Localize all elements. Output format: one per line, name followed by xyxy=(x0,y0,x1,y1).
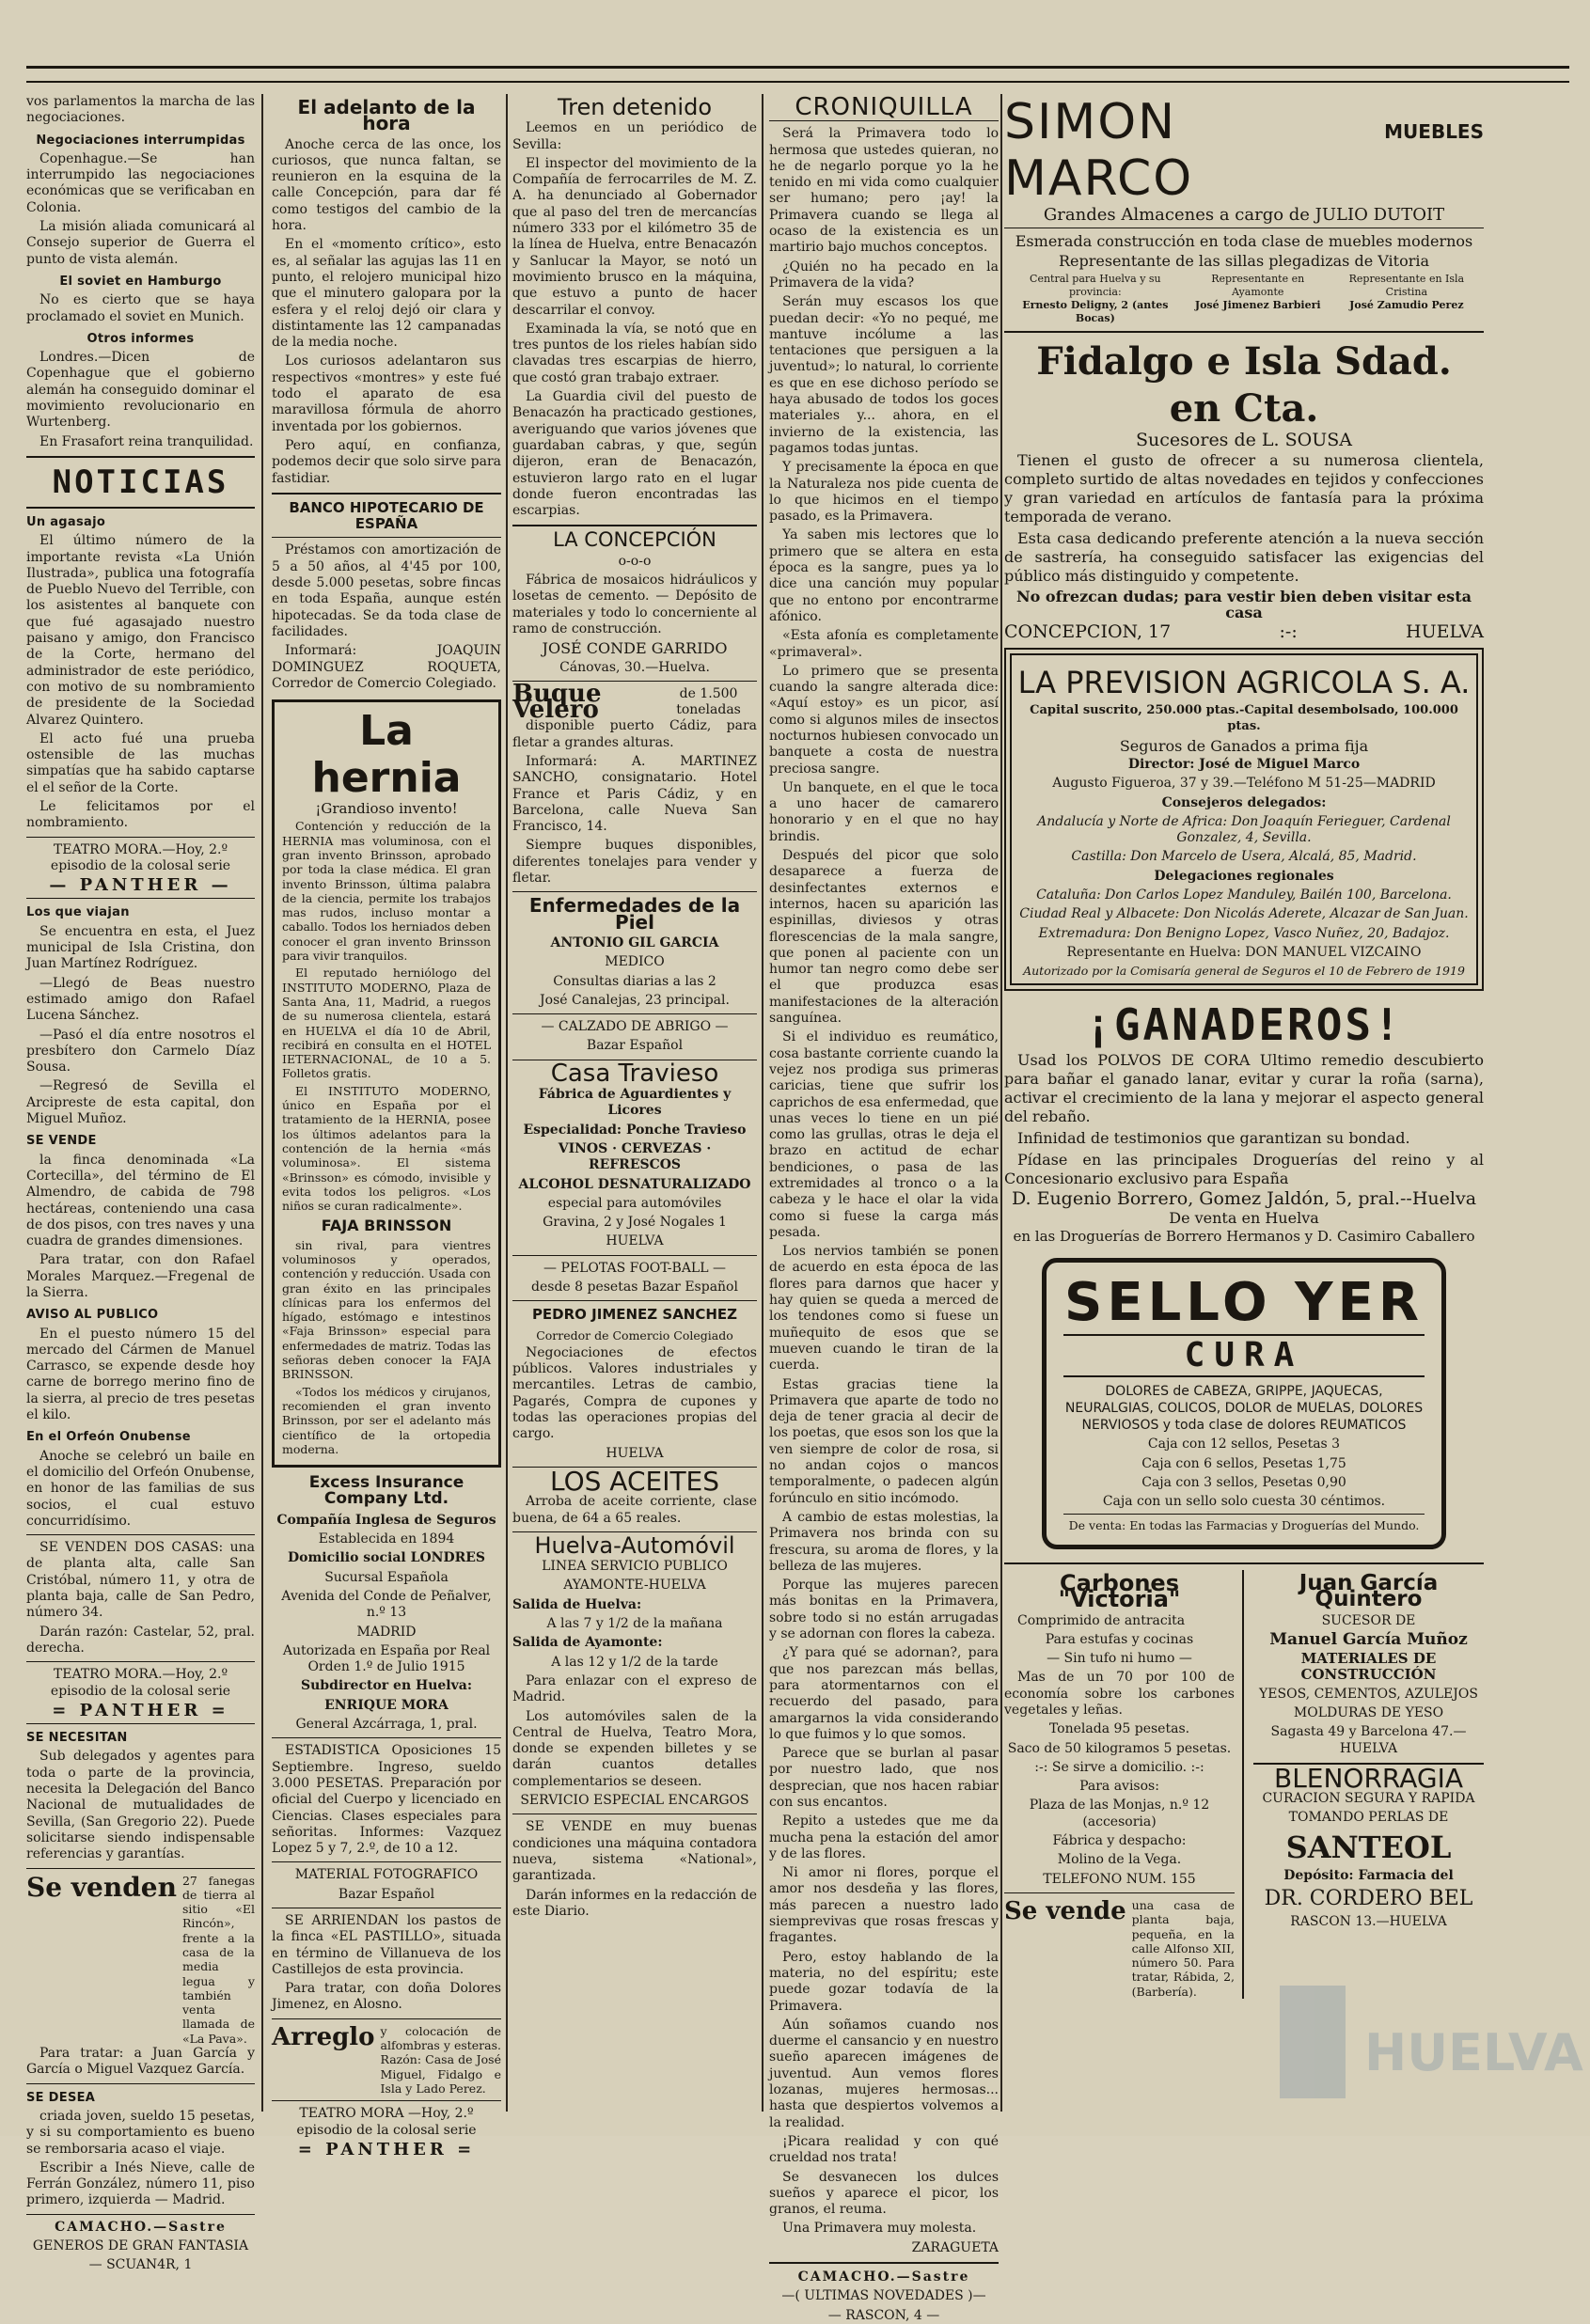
column-3 xyxy=(512,94,757,2112)
subheading: En el Orfeón Onubense xyxy=(26,1430,191,1445)
camacho-ad: CAMACHO.—Sastre xyxy=(797,2269,970,2285)
text: Autorizado por la Comisaría general de Seguros el 10 de Febrero de 1919 xyxy=(1023,964,1465,979)
text: Cánovas, 30.—Huelva. xyxy=(559,659,710,675)
arreglo-heading: Arreglo xyxy=(272,2022,375,2051)
text: No ofrezcan dudas; para vestir bien deben visitar esta casa xyxy=(1016,588,1472,622)
text: HUELVA xyxy=(606,1233,664,1249)
text: Escribir a Inés Nieve, calle de Ferrán González, número 11, piso primero, izquierda — Madrid. xyxy=(26,2159,255,2208)
text: Subdirector en Huelva: xyxy=(300,1678,472,1694)
ganaderos-heading: ¡GANADEROS! xyxy=(1085,998,1403,1050)
text: Sucesores de L. SOUSA xyxy=(1136,429,1352,450)
archive-watermark xyxy=(1270,1967,1583,2117)
text: Examinada la vía, se notó que en tres puntos de los rieles habían sido clavadas tres escarpias de hierro, que costó gran trabajo extraer. xyxy=(512,321,757,385)
text: Manuel García Muñoz xyxy=(1269,1629,1468,1649)
text: Se encuentra en esta, el Juez municipal de Isla Cristina, don Juan Martínez Rodríguez. xyxy=(26,923,255,972)
text: Sub delegados y agentes para toda o parte de la provincia, necesita la Delegación del Banco Nacional de mutualidades de Sevilla, (San Gregorio 22). Puede solicitarse siendo indispensable referencias y garantías. xyxy=(26,1749,255,1862)
text: Préstamos con amortización de 5 a 50 años, al 4'45 por 100, desde 5.000 pesetas, sobre fincas en toda España, aunque estén hipotecadas. Se da toda clase de facilidades. xyxy=(272,542,501,639)
text: Porque las mujeres parecen más bonitas en la Primavera, sobre todo si no están arrugadas y se adornan con flores la cabeza. xyxy=(769,1578,999,1642)
text: :-: xyxy=(1279,620,1298,642)
heading: FAJA BRINSSON xyxy=(321,1217,452,1235)
text: desde 8 pesetas Bazar Español xyxy=(531,1280,738,1295)
text: Salida de Ayamonte: xyxy=(512,1635,663,1651)
column-divider xyxy=(762,94,764,2112)
text: — RASCON, 4 — xyxy=(827,2307,940,2323)
buque-heading: Buque Velero xyxy=(512,679,602,725)
text: En el puesto número 15 del mercado del Cármen de Manuel Carrasco, se expende desde hoy carne de borrego merino fino de la sierra, al precio de tres pesetas el kilo. xyxy=(26,1326,255,1423)
text: CONCEPCION, 17 xyxy=(1004,620,1172,642)
text: El último número de la importante revista «La Unión Ilustrada», publica una fotografía de Pueblo Nuevo del Terrible, con los asistentes al banquete con que fué agasajado nuestro paisano y amigo, don Francisco de la Corte, hermano del administrador de este periódico, con motivo de su nombramiento de presidente de la Sociedad Alvarez Quintero. xyxy=(26,533,255,728)
text: Una Primavera muy molesta. xyxy=(782,2221,977,2237)
text: Después del picor que solo desaparece a fuerza de desinfectantes externos e internos, hacen su aparición las espinillas, diviesos y otras florescencias de la mala sangre, que ponen al paciente con un humor tan negro como debe ser el que produzca esas manifestaciones de la alteración sanguínea. xyxy=(769,848,999,1027)
text: A las 7 y 1/2 de la mañana xyxy=(546,1616,723,1632)
text: En el «momento crítico», esto es, al señalar las agujas las 11 en punto, el relojero municipal hizo que el minutero galopara por la esfera y el reloj dejó oir clara y distintamente las 12 campanadas de la media noche. xyxy=(272,237,501,351)
text: — CALZADO DE ABRIGO — xyxy=(541,1019,729,1035)
subheading: Negociaciones interrumpidas xyxy=(36,133,245,148)
heading: Enfermedades de la Piel xyxy=(528,894,741,934)
panther-title: — PANTHER — xyxy=(49,875,232,896)
text: Representante en Ayamonte xyxy=(1211,272,1305,298)
text: ALCOHOL DESNATURALIZADO xyxy=(518,1176,751,1192)
text: Molino de la Vega. xyxy=(1057,1852,1182,1868)
panther-title: = PANTHER = xyxy=(52,1700,229,1720)
text: De venta en Huelva xyxy=(1169,1208,1319,1227)
text: José Jimenez Barbieri xyxy=(1194,298,1321,311)
text: Mas de un 70 por 100 de economía sobre los carbones vegetales y leñas. xyxy=(1004,1670,1235,1718)
heading: CRONIQUILLA xyxy=(795,93,973,121)
text: criada joven, sueldo 15 pesetas, y si su comportamiento es bueno se remborsaria acaso el viaje. xyxy=(26,2108,255,2157)
text: José Zamudio Perez xyxy=(1349,298,1464,311)
text: Representante en Isla Cristina xyxy=(1348,272,1465,298)
text: YESOS, CEMENTOS, AZULEJOS xyxy=(1259,1686,1478,1702)
text: MEDICO xyxy=(605,954,665,970)
text: Esta casa dedicando preferente atención a la nueva sección de sastrería, ha conseguido satisfacer las exigencias del público más distinguido y competente. xyxy=(1004,529,1484,586)
text: El acto fué una prueba ostensible de las muchas simpatías que ha sabido captarse el el señor de la Corte. xyxy=(26,730,255,795)
text: Augusto Figueroa, 37 y 39.—Teléfono M 51-25—MADRID xyxy=(1052,776,1436,792)
text: — SCUAN4R, 1 xyxy=(88,2257,193,2273)
text: D. Eugenio Borrero, Gomez Jaldón, 5, pral.--Huelva xyxy=(1011,1187,1477,1209)
text: una casa de planta baja, pequeña, en la calle Alfonso XII, número 50. Para tratar, Rábida, 2, (Barbería). xyxy=(1131,1897,1235,1999)
text: MADRID xyxy=(356,1624,417,1640)
text: Le felicitamos por el nombramiento. xyxy=(26,798,255,831)
text: :-: Se sirve a domicilio. :-: xyxy=(1034,1759,1204,1775)
text: LINEA SERVICIO PUBLICO xyxy=(542,1559,728,1575)
text: RASCON 13.—HUELVA xyxy=(1290,1914,1447,1930)
text: MOLDURAS DE YESO xyxy=(1293,1704,1444,1720)
venden-heading: Se venden xyxy=(26,1871,177,1903)
text: Grandes Almacenes a cargo de JULIO DUTOIT xyxy=(1043,205,1445,225)
text: —Regresó de Sevilla el Arcipreste de esta capital, don Miguel Muñoz. xyxy=(26,1078,255,1127)
text: Salida de Huelva: xyxy=(512,1596,642,1612)
column-1 xyxy=(26,94,255,2273)
heading: BLENORRAGIA xyxy=(1273,1762,1464,1794)
subheading: Un agasajo xyxy=(26,514,106,529)
camacho-ad: CAMACHO.—Sastre xyxy=(55,2219,227,2235)
text: ¡Grandioso invento! xyxy=(315,800,458,818)
fidalgo-title: Fidalgo e Isla Sdad. en Cta. xyxy=(1036,338,1452,431)
text: Los nervios también se ponen de acuerdo en esta época de las flores para darnos que hacer y hay quien se queda a merced de los tendones como si fuese un muñequito de esos que se mueven cuando le tiran de la cuerda. xyxy=(769,1244,999,1374)
text: DOLORES de CABEZA, GRIPPE, JAQUECAS, NEURALGIAS, COLICOS, DOLOR de MUELAS, DOLORES NERVIOSOS y toda clase de dolores REUMATICOS xyxy=(1064,1384,1424,1434)
top-rule-2 xyxy=(26,81,1569,83)
text: la finca denominada «La Cortecilla», del término de El Almendro, de cabida de 798 hectáreas, conteniendo una casa de dos pisos, con tres naves y una cuadra de grandes dimensiones. xyxy=(26,1152,255,1249)
text: Autorizada en España por Real Orden 1.º de Julio 1915 xyxy=(282,1642,491,1675)
text: Ciudad Real y Albacete: Don Nicolás Aderete, Alcazar de San Juan. xyxy=(1019,906,1469,922)
text: — Sin tufo ni humo — xyxy=(1047,1651,1192,1667)
text: —Llegó de Beas nuestro estimado amigo don Rafael Lucena Sánchez. xyxy=(26,975,255,1024)
text: Castilla: Don Marcelo de Usera, Alcalá, 85, Madrid. xyxy=(1071,849,1417,865)
column-divider xyxy=(1000,94,1002,2112)
heading: Tren detenido xyxy=(557,94,713,120)
text: Informará: JOAQUIN DOMINGUEZ ROQUETA, Corredor de Comercio Colegiado. xyxy=(272,643,501,691)
text: Copenhague.—Se han interrumpido las negociaciones económicas que se verificaban en Colonia. xyxy=(26,150,255,215)
text: Especialidad: Ponche Travieso xyxy=(523,1122,747,1138)
text: Serán muy escasos los que puedan decir: «Yo no pequé, me mantuve incólume a las tentaciones que persiguen a la juventud»; lo natural, lo corriente es que en ese dichoso período se haya abusado de todos los goces materiales y... ahora, en el invierno de la existencia, las pagamos todas juntas. xyxy=(769,294,999,456)
heading: La hernia xyxy=(311,707,462,803)
text: sin rival, para vientres voluminosos y operados, contención y reducción. Usada con gran éxito en las principales clínicas para los enfermos del hígado, estómago e intestinos «Faja Brinsson» especial para enfermedades de matriz. Todas las señoras deben conocer la FAJA BRINSSON. xyxy=(282,1237,491,1382)
text: Usad los POLVOS DE CORA Ultimo remedio descubierto para bañar el ganado lanar, evitar y curar la roña (sarna), activar el crecimiento de la lana y mejorar el aspecto general del rebaño. xyxy=(1004,1050,1484,1125)
text: Representante en Huelva: DON MANUEL VIZCAINO xyxy=(1066,944,1422,960)
text: Infinidad de testimonios que garantizan su bondad. xyxy=(1017,1128,1410,1147)
column-divider xyxy=(261,94,263,2112)
text: Londres.—Dicen de Copenhague que el gobierno alemán ha conseguido dominar el movimiento revolucionario en Wurtenberg. xyxy=(26,350,255,431)
heading: Casa Travieso xyxy=(550,1059,719,1088)
text: Fábrica de mosaicos hidráulicos y losetas de cemento. — Depósito de materiales y todo lo concerniente al ramo de construcción. xyxy=(512,573,757,636)
text: Consejeros delegados: xyxy=(1161,794,1327,810)
text: Tienen el gusto de ofrecer a su numerosa clientela, completo surtido de altas novedades en tejidos y confecciones y gran variedad en artículos de fantasía para la próxima temporada de verano. xyxy=(1004,451,1484,526)
text: HUELVA xyxy=(1406,620,1484,642)
text: Seguros de Ganados a prima fija xyxy=(1119,736,1369,755)
text: SUCESOR DE xyxy=(1321,1612,1416,1628)
text: 27 fanegas de tierra al sitio «El Rincón», frente a la casa de la media legua y también venta llamada de «La Pava». xyxy=(181,1873,255,2046)
subheading: SE NECESITAN xyxy=(26,1731,128,1746)
noticias-heading: NOTICIAS xyxy=(52,463,229,501)
text: ENRIQUE MORA xyxy=(324,1697,449,1713)
text: Plaza de las Monjas, n.º 12 (accesoria) xyxy=(1029,1798,1210,1829)
text: Bazar Español xyxy=(338,1886,435,1902)
column-4 xyxy=(769,93,999,2323)
text: Fábrica de Aguardientes y Licores xyxy=(538,1087,732,1119)
text: Los automóviles salen de la Central de Huelva, Teatro Mora, donde se expenden billetes y se darán cuantos detalles complementarios se deseen. xyxy=(512,1708,757,1789)
text: AYAMONTE-HUELVA xyxy=(563,1578,706,1594)
text: TOMANDO PERLAS DE xyxy=(1288,1810,1449,1826)
text: A las 12 y 1/2 de la tarde xyxy=(551,1654,718,1670)
subheading: El soviet en Hamburgo xyxy=(59,274,222,289)
text: Para avisos: xyxy=(1079,1779,1159,1795)
heading: Juan García Quintero xyxy=(1299,1570,1439,1612)
text: HUELVA xyxy=(606,1445,664,1461)
text: Caja con 3 sellos, Pesetas 0,90 xyxy=(1141,1475,1346,1491)
text: Pídase en las principales Droguerías del reino y al Concesionario exclusivo para España xyxy=(1004,1150,1484,1187)
heading: LOS ACEITES xyxy=(549,1465,720,1497)
text: Bazar Español xyxy=(586,1038,684,1054)
text: SANTEOL xyxy=(1285,1829,1452,1865)
text: GENEROS DE GRAN FANTASIA xyxy=(32,2238,249,2254)
text: «Esta afonía es completamente «primaveral». xyxy=(769,628,999,660)
simon-marco-title: SIMON MARCO xyxy=(1004,94,1194,207)
text: DR. CORDERO BEL xyxy=(1264,1887,1473,1911)
heading: LA PREVISION AGRICOLA S. A. xyxy=(1017,665,1471,701)
text: JOSÉ CONDE GARRIDO xyxy=(542,639,728,658)
text: Caja con 6 sellos, Pesetas 1,75 xyxy=(1141,1455,1346,1471)
heading: PEDRO JIMENEZ SANCHEZ xyxy=(531,1306,738,1324)
text: —( ULTIMAS NOVEDADES )— xyxy=(781,2288,986,2304)
text: Establecida en 1894 xyxy=(318,1531,455,1547)
text: La misión aliada comunicará al Consejo superior de Guerra el punto de vista alemán. xyxy=(26,219,255,267)
text: ¿Quién no ha pecado en la Primavera de la vida? xyxy=(769,259,999,290)
text: en las Droguerías de Borrero Hermanos y D. Casimiro Caballero xyxy=(1013,1228,1475,1246)
subheading: AVISO AL PUBLICO xyxy=(26,1308,159,1323)
text: No es cierto que se haya proclamado el soviet en Munich. xyxy=(26,292,255,324)
hernia-ad xyxy=(272,699,501,1468)
subheading: SE DESEA xyxy=(26,2090,96,2105)
heading: BANCO HIPOTECARIO DE ESPAÑA xyxy=(289,498,484,533)
text: Leemos en un periódico de Sevilla: xyxy=(512,120,757,152)
text: MUEBLES xyxy=(1384,120,1484,143)
text: Andalucía y Norte de Africa: Don Joaquín Ferieguer, Cardenal Gonzalez, 4, Sevilla. xyxy=(1037,813,1451,846)
text: Consultas diarias a las 2 xyxy=(553,973,716,989)
text: Saco de 50 kilogramos 5 pesetas. xyxy=(1007,1740,1232,1756)
text: Los curiosos adelantaron sus respectivos «montres» y este fué todo el aparato de esa maravillosa fórmula de ahorro inventada por los gobiernos. xyxy=(272,353,501,434)
text: Para enlazar con el expreso de Madrid. xyxy=(512,1672,757,1705)
text: Estas gracias tiene la Primavera que aparte de todo no deja de tener gracia al decir de los poetas, que esos son los que la ven siempre de color de rosa, si no andan cojos o mancos temporalmente, o padecen algún forúnculo en sitio incómodo. xyxy=(769,1376,999,1506)
text: Domicilio social LONDRES xyxy=(287,1550,486,1566)
sello-yer-ad xyxy=(1042,1258,1446,1548)
text: Para estufas y cocinas xyxy=(1045,1631,1194,1647)
column-5 xyxy=(1004,94,1484,2112)
text: VINOS · CERVEZAS · REFRESCOS xyxy=(558,1140,712,1173)
text: Pero, estoy hablando de la materia, no del espíritu; este puede gozar todavía de la Primavera. xyxy=(769,1949,999,2014)
watermark-text: HUELVA xyxy=(1364,2023,1583,2082)
text: General Azcárraga, 1, pral. xyxy=(295,1717,478,1733)
text: El inspector del movimiento de la Compañía de ferrocarriles de M. Z. A. ha denunciado al Gobernador que al paso del tren de mercancías número 333 por el kilómetro 35 de la línea de Huelva, entre Benacazón y Sanlucar la Mayor, se notó un movimiento brusco en la máquina, que estuvo a punto de hacer descarrilar el convoy. xyxy=(512,155,757,318)
text: Arroba de aceite corriente, clase buena, de 64 a 65 reales. xyxy=(512,1494,757,1526)
text: — PELOTAS FOOT-BALL — xyxy=(543,1260,726,1276)
text: Director: José de Miguel Marco xyxy=(1127,756,1361,772)
teatro-ad: TEATRO MORA.—Hoy, 2.º episodio de la colosal serie xyxy=(50,841,231,873)
signature: ZARAGUETA xyxy=(911,2239,999,2255)
top-rule xyxy=(26,66,1569,69)
text: disponible puerto Cádiz, para fletar a grandes alturas. xyxy=(512,718,757,750)
text: Fábrica y despacho: xyxy=(1052,1833,1187,1849)
column-divider xyxy=(506,94,508,2112)
text: Cataluña: Don Carlos Lopez Manduley, Bailén 100, Barcelona. xyxy=(1036,887,1452,903)
text: Para tratar: a Juan García y García o Miguel Vazquez García. xyxy=(26,2046,255,2078)
text: A cambio de estas molestias, la Primavera nos brinda con su frescura, su aroma de flores, y la belleza de las mujeres. xyxy=(769,1509,999,1574)
teatro-ad: TEATRO MORA.—Hoy, 2.º episodio de la colosal serie xyxy=(50,1667,231,1699)
text: José Canalejas, 23 principal. xyxy=(540,992,730,1008)
text: Darán informes en la redacción de este Diario. xyxy=(512,1887,757,1919)
text: Sucursal Española xyxy=(324,1569,449,1585)
text: ANTONIO GIL GARCIA xyxy=(550,934,719,950)
text: Repito a ustedes que me da mucha pena la estación del amor y de las flores. xyxy=(769,1814,999,1861)
text: ESTADISTICA Oposiciones 15 Septiembre. Ingreso, sueldo 3.000 PESETAS. Preparación por oficial del Cuerpo y licenciado en Ciencias. Clases especiales para señoritas. Informes: Vazquez Lopez 5 y 7, 2.º, de 10 a 12. xyxy=(272,1743,501,1857)
text: ¡Picara realidad y con qué crueldad nos trata! xyxy=(769,2133,999,2166)
teatro-ad: TEATRO MORA —Hoy, 2.º episodio de la colosal serie xyxy=(296,2106,477,2138)
text: Un banquete, en el que le toca a uno hacer de camarero honorario y en el que no hay brindis. xyxy=(769,779,999,844)
text: Central para Huelva y su provincia: xyxy=(1030,272,1161,298)
text: Avenida del Conde de Peñalver, n.º 13 xyxy=(281,1588,492,1621)
heading: Excess Insurance Company Ltd. xyxy=(308,1473,464,1509)
text: Anoche se celebró un baile en el domicilio del Orfeón Onubense, en honor de las familias de sus socios, el cual estuvo concurridísimo. xyxy=(26,1448,255,1529)
heading: El adelanto de la hora xyxy=(297,96,476,135)
text: Contención y reducción de la HERNIA mas voluminosa, con el gran invento Brinsson, aprobado por toda la clase médica. El gran invento Brinsson, última palabra de la ciencia, permite los trabajos mas rudos, incluso montar a caballo. Todos los herniados deben conocer el gran invento Brinsson para vivir tranquilos. xyxy=(282,819,491,964)
text: TELEFONO NUM. 155 xyxy=(1043,1871,1196,1887)
text: De venta: En todas las Farmacias y Droguerías del Mundo. xyxy=(1063,1514,1425,1532)
text: Corredor de Comercio Colegiado xyxy=(536,1327,733,1343)
text: SE VENDEN DOS CASAS: una de planta alta, calle San Cristóbal, número 11, y otra de planta baja, calle de San Pedro, número 34. xyxy=(26,1540,255,1621)
text: de 1.500 toneladas xyxy=(676,685,741,718)
subheading: SE VENDE xyxy=(26,1134,97,1149)
text: Esmerada construcción en toda clase de muebles modernos xyxy=(1015,232,1473,251)
subheading: Otros informes xyxy=(87,331,195,346)
text: MATERIALES DE CONSTRUCCIÓN xyxy=(1300,1650,1437,1684)
subheading: Los que viajan xyxy=(26,905,130,920)
text: Negociaciones de efectos públicos. Valores industriales y mercantiles. Letras de cambio, Pagarés, Compra de cupones y todas las operaciones propias del cargo. xyxy=(512,1344,757,1442)
text: Caja con un sello solo cuesta 30 céntimos. xyxy=(1102,1494,1386,1510)
column-2 xyxy=(272,94,501,2159)
heading: SELLO YER xyxy=(1064,1272,1424,1334)
text: y colocación de alfombras y esteras. Razón: Casa de José Miguel, Fidalgo e Isla y Lado Perez. xyxy=(380,2023,501,2096)
text: Anoche cerca de las once, los curiosos, que nunca faltan, se reunieron en la esquina de la calle Concepción, para dar fé como testigos del cambio de la hora. xyxy=(272,136,501,234)
text: Y precisamente la época en que la Naturaleza nos pide cuenta de lo que hicimos en el tiempo pasado, es la Primavera. xyxy=(769,460,999,525)
text: Se desvanecen los dulces sueños y aparece el picor, los granos, el reuma. xyxy=(769,2169,999,2218)
text: vos parlamentos la marcha de las negociaciones. xyxy=(26,94,255,126)
heading: Carbones "Victoria" xyxy=(1058,1569,1181,1613)
text: Si el individuo es reumático, cosa bastante corriente cuando la vejez nos prodiga sus primeras caricias, tiene que sufrir los caprichos de esa enfermedad, que unas veces lo tiene en un pié como las grullas, otras le deja el brazo en actitud de echar bendiciones, o pasa de las extremidades al tronco o a la cabeza y le hace el olar la vida como si fuese la carga más pesada. xyxy=(769,1029,999,1240)
panther-title: = PANTHER = xyxy=(297,2139,476,2159)
text: Representante de las sillas plegadizas de Vitoria xyxy=(1058,251,1430,270)
text: SE ARRIENDAN los pastos de la finca «EL PASTILLO», situada en término de Villanueva de los Castillejos de esta provincia. xyxy=(272,1912,501,1977)
text: El INSTITUTO MODERNO, único en España por el tratamiento de la HERNIA, posee los últimos adelantos para la contención de la hernia «más voluminosa». El sistema «Brinsson» es cómodo, invisible y evita todos los peligros. «Los niños se curan radicalmente». xyxy=(282,1083,491,1214)
text: Capital suscrito, 250.000 ptas.-Capital desembolsado, 100.000 ptas. xyxy=(1030,703,1458,734)
sevende-heading: Se vende xyxy=(1004,1896,1126,1925)
text: Pero aquí, en confianza, podemos decir que solo sirve para fastidiar. xyxy=(272,437,501,486)
text: CURACION SEGURA Y RAPIDA xyxy=(1262,1791,1475,1807)
text: Lo primero que se presenta cuando la sangre alterada dice: «Aquí estoy» es un picor, así como si algunos miles de insectos nocturnos hubiesen convocado un banquete a costa de nuestra preciosa sangre. xyxy=(769,663,999,777)
text: Caja con 12 sellos, Pesetas 3 xyxy=(1147,1437,1341,1452)
text: Ni amor ni flores, porque el amor nos desdeña y las flores, más parecen a nuestro lado siemprevivas que rosas frescas y fragantes. xyxy=(769,1865,999,1946)
text: Darán razón: Castelar, 52, pral. derecha. xyxy=(26,1624,255,1656)
text: SE VENDE en muy buenas condiciones una máquina contadora nueva, sistema «National», garantizada. xyxy=(512,1819,757,1884)
text: Siempre buques disponibles, diferentes tonelajes para vender y fletar. xyxy=(512,838,757,887)
heading: LA CONCEPCIÓN xyxy=(553,528,716,552)
text: Parece que se burlan al pasar por nuestro lado, que nos desprecian, que nos hacen rabiar con sus encantos. xyxy=(769,1746,999,1810)
text: El reputado herniólogo del INSTITUTO MODERNO, Plaza de Santa Ana, 11, Madrid, a ruegos de su numerosa clientela, estará en HUELVA el día 10 de Abril, recibirá en consulta en el HOTEL IETERNACIONAL, de 10 a 5. Folletos gratis. xyxy=(282,966,491,1081)
text: Será la Primavera todo lo hermosa que ustedes quieran, no he de negarlo porque yo la he tenido en mi vida como cualquier ser humano; pero ¡ay! la Primavera cuando se llega al ocaso de la existencia es un martirio bajo muchos conceptos. xyxy=(769,126,999,256)
text: Para tratar, con doña Dolores Jimenez, en Alosno. xyxy=(272,1981,501,2013)
heading: Huelva-Automóvil xyxy=(534,1531,735,1559)
text: ¿Y para qué se adornan?, para que nos parezcan más bellas, para atormentarnos con el recuerdo del pasado, para amargarnos la vida considerando lo que fuimos y lo que somos. xyxy=(769,1645,999,1742)
text: o-o-o xyxy=(618,553,652,569)
text: SERVICIO ESPECIAL ENCARGOS xyxy=(520,1793,749,1809)
text: Informará: A. MARTINEZ SANCHO, consignatario. Hotel France et Paris Cádiz, y en Barcelona, calle Nueva San Francisco, 14. xyxy=(512,753,757,835)
text: Para tratar, con don Rafael Morales Marquez.—Fregenal de la Sierra. xyxy=(26,1252,255,1300)
prevision-ad xyxy=(1004,648,1484,990)
text: En Frasafort reina tranquilidad. xyxy=(39,433,254,449)
text: Sagasta 49 y Barcelona 47.—HUELVA xyxy=(1270,1724,1467,1756)
text: —Pasó el día entre nosotros el presbítero don Carmelo Díaz Sousa. xyxy=(26,1027,255,1076)
text: Depósito: Farmacia del xyxy=(1283,1867,1454,1883)
text: Extremadura: Don Benigno Lopez, Vasco Nuñez, 20, Badajoz. xyxy=(1038,925,1450,941)
text: Delegaciones regionales xyxy=(1154,868,1334,884)
text: Compañía Inglesa de Seguros xyxy=(276,1512,496,1528)
text: Aún soñamos cuando nos duerme el cansancio y en nuestro sueño aparecen imágenes de juventud. Aun vemos flores lozanas, mujeres hermosas... hasta que despiertos volvemos a la realidad. xyxy=(769,2017,999,2130)
text: «Todos los médicos y cirujanos, recomienden el gran invento Brinsson, por ser el adelanto más científico de la ortopedia moderna. xyxy=(282,1384,491,1456)
text: Comprimido de antracita xyxy=(1017,1612,1186,1628)
text: Ernesto Deligny, 2 (antes Bocas) xyxy=(1022,298,1169,324)
heading: CURA xyxy=(1063,1334,1425,1377)
text: Tonelada 95 pesetas. xyxy=(1048,1721,1190,1737)
text: La Guardia civil del puesto de Benacazón ha practicado gestiones, averiguando que varios jóvenes que guardaban cabras, y que, según dijeron, eran de Benacazón, estuvieron largo rato en el lugar donde fueron encontradas las escarpias. xyxy=(512,389,757,519)
text: Gravina, 2 y José Nogales 1 xyxy=(543,1215,727,1231)
text: especial para automóviles xyxy=(547,1195,722,1211)
text: MATERIAL FOTOGRAFICO xyxy=(294,1867,479,1883)
text: Ya saben mis lectores que lo primero que se altera en esta época es la sangre, pues ya lo dice una canción muy popular que no entono por encontrarme afónico. xyxy=(769,527,999,624)
